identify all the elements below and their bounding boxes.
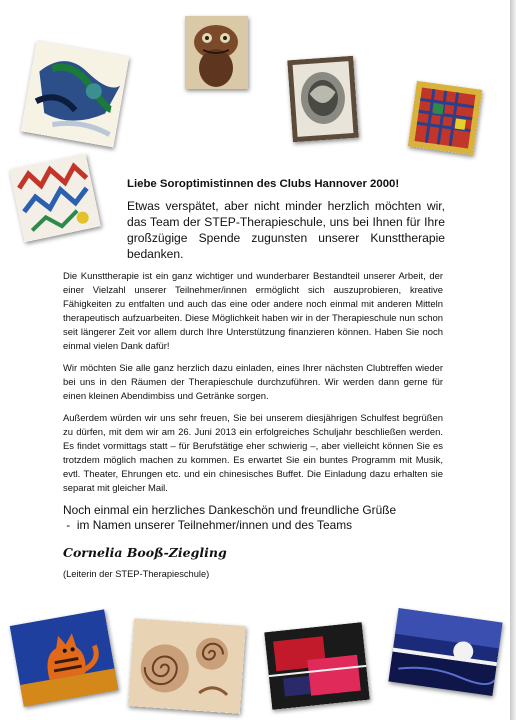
letter-closing: Noch einmal ein herzliches Dankeschön und freundliche Grüße - im Namen unserer Teilnehmer/innen und des Teams — [63, 503, 397, 532]
letter-paragraph: Die Kunsttherapie ist ein ganz wichtiger und wunderbarer Bestandteil unserer Arbeit, der einer Vielzahl unserer Teilnehmer/innen ermöglicht sich auszuprobieren, kreative Fähigkeiten zu entfalten und auch das eine oder andere noch einmal mit anderen Mitteln therapeutisch aufzuarbeiten. Diese Möglichkeit haben wir in der Therapieschule nun schon seit längerer Zeit vor allem durch Ihre Unterstützung finanzieren können. Haben Sie noch einmal vielen Dank dafür! — [63, 271, 443, 352]
letter-paragraph: Wir möchten Sie alle ganz herzlich dazu einladen, eines Ihrer nächsten Clubtreffen wieder bei uns in den Räumen der Therapieschule durchzuführen. Wir werden dann gerne für einen kleinen Abendimbiss und Getränke sorgen. — [63, 363, 443, 402]
letter-greeting: Liebe Soroptimistinnen des Clubs Hannover 2000! — [127, 178, 400, 190]
sunset-landscape-painting-icon — [388, 608, 502, 696]
red-black-abstract-painting-icon — [264, 622, 370, 710]
abstract-blue-painting-icon — [21, 41, 130, 148]
spiral-shell-painting-icon — [128, 618, 246, 714]
zigzag-painting-icon — [9, 154, 101, 243]
framed-round-drawing-icon — [287, 56, 359, 142]
clay-lizard-sculpture-icon — [185, 16, 248, 89]
colorful-grid-painting-icon — [408, 81, 483, 156]
letter-intro: Etwas verspätet, aber nicht minder herzlich möchten wir, das Team der STEP-Therapieschule, uns bei Ihnen für Ihre großzügige Spende zugunsten unserer Kunsttherapie bedanken. — [127, 199, 445, 261]
page-edge-shadow — [510, 0, 516, 720]
letter-paragraph: Außerdem würden wir uns sehr freuen, Sie bei unserem diesjährigen Schulfest begrüßen zu dürfen, mit dem wir am 26. Juni 2013 ein erfolgreiches Schuljahr beschließen werden. Es findet vormittags statt – für Berufstätige eher schwierig –, aber vielleicht können Sie es trotzdem möglich machen zu kommen. Es erwartet Sie ein buntes Programm mit Musik, evtl. Theater, Ehrungen etc. und ein chinesisches Buffet. Die Einladung dazu erhalten sie separat mit gleicher Mail. — [63, 413, 443, 494]
orange-cat-painting-icon — [10, 609, 119, 706]
signature: Cornelia Booß-Ziegling — [63, 545, 227, 560]
signer-role: (Leiterin der STEP-Therapieschule) — [63, 569, 210, 579]
